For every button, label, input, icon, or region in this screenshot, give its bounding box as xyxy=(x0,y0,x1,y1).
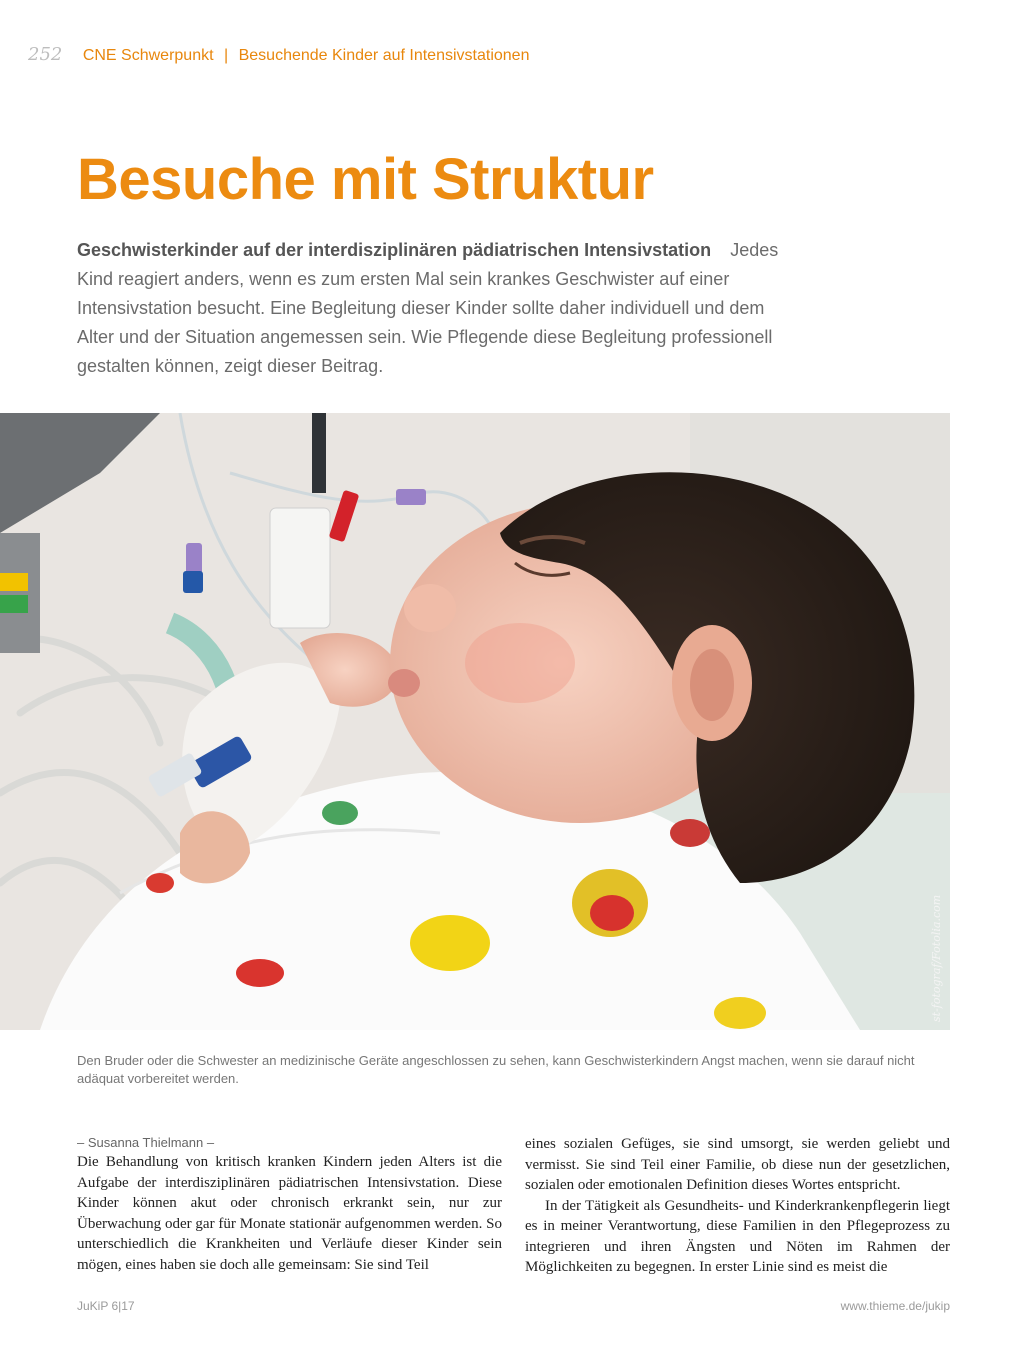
footer-journal: JuKiP 6|17 xyxy=(77,1299,135,1313)
photo-credit: st-fotograf/Fotolia.com xyxy=(930,894,943,1022)
article-lead xyxy=(77,236,792,381)
body-column-2 xyxy=(525,1134,950,1278)
lead-heading: Geschwisterkinder auf der interdisziplinären pädiatrischen Intensivstation xyxy=(77,240,712,260)
author-line: – Susanna Thielmann – xyxy=(77,1135,215,1150)
photo-illustration xyxy=(0,413,950,1030)
article-photo xyxy=(0,413,950,1030)
body-paragraph: In der Tätigkeit als Gesundheits- und Kinderkrankenpflegerin liegt es in meiner Verantwortung, diese Familien in den Pflegeprozess zu integrieren und ihren Ängsten und Nöten im Rahmen der Möglichkeiten zu begegnen. In erster Linie sind es meist die xyxy=(525,1197,950,1275)
photo-caption: Den Bruder oder die Schwester an medizinische Geräte angeschlossen zu sehen, kann Geschwisterkindern Angst machen, wenn sie darauf nicht adäquat vorbereitet werden. xyxy=(77,1053,915,1086)
footer-url[interactable]: www.thieme.de/jukip xyxy=(840,1299,950,1313)
running-head xyxy=(28,44,529,65)
header-separator: | xyxy=(223,47,229,64)
topic-label: Besuchende Kinder auf Intensivstationen xyxy=(238,47,530,64)
body-column-1 xyxy=(77,1134,502,1275)
article-title: Besuche mit Struktur xyxy=(77,147,654,212)
body-paragraph: eines sozialen Gefüges, sie sind umsorgt, sie werden geliebt und vermisst. Sie sind Teil einer Familie, ob diese nun der gesetzlichen, sozialen oder emotionalen Definition dieses Wortes entspricht. xyxy=(525,1136,950,1193)
section-label: CNE Schwerpunkt xyxy=(82,47,214,64)
page-number: 252 xyxy=(28,44,63,65)
lead-text: Jedes Kind reagiert anders, wenn es zum ersten Mal sein krankes Geschwister auf einer Intensivstation besucht. Eine Begleitung dieser Kinder sollte daher individuell und dem Alter und der Situation angemessen sein. Wie Pflegende diese Begleitung professionell gestalten können, zeigt dieser Beitrag. xyxy=(77,240,779,376)
body-paragraph: Die Behandlung von kritisch kranken Kindern jeden Alters ist die Aufgabe der interdisziplinären pädiatrischen Intensivstation. Diese Kinder können akut oder chronisch erkrankt sein, nur zur Überwachung oder gar für Monate stationär aufgenommen werden. So unterschiedlich die Krankheiten und Verläufe dieser Kinder sein mögen, eines haben sie doch alle gemeinsam: Sie sind Teil xyxy=(77,1154,502,1273)
